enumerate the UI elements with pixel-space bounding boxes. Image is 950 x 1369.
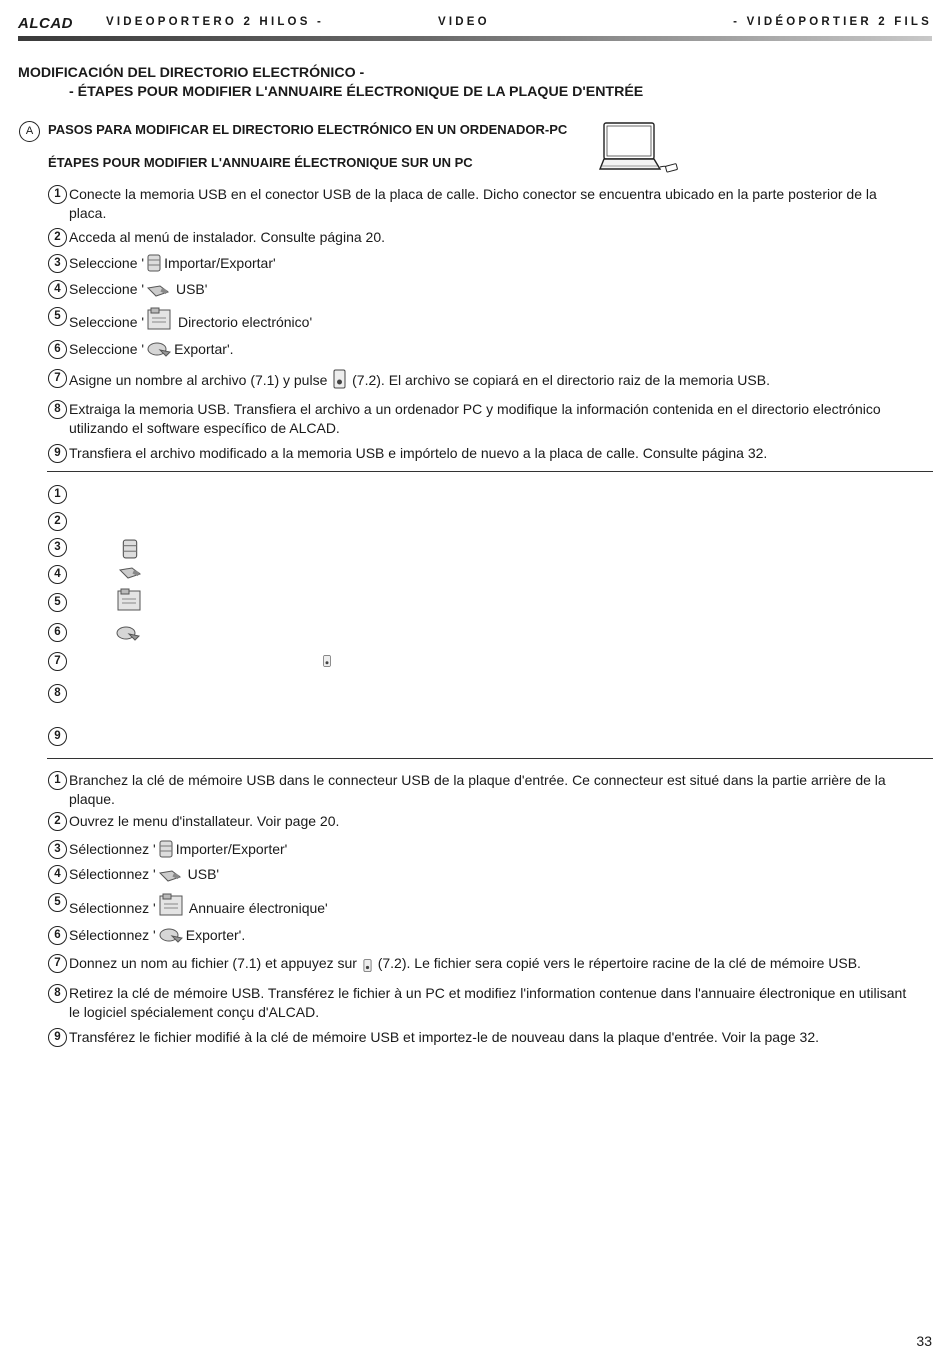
step-number: 4: [48, 280, 67, 299]
step-number: 5: [48, 893, 67, 912]
step-number: 2: [48, 512, 67, 531]
step-number: 6: [48, 340, 67, 359]
page-title: MODIFICACIÓN DEL DIRECTORIO ELECTRÓNICO -: [18, 65, 365, 81]
section-heading-fr: ÉTAPES POUR MODIFIER L'ANNUAIRE ÉLECTRONIQUE SUR UN PC: [48, 155, 473, 170]
step-number: 8: [48, 400, 67, 419]
section-heading-es: PASOS PARA MODIFICAR EL DIRECTORIO ELECTRÓNICO EN UN ORDENADOR-PC: [48, 122, 568, 137]
section-marker: A: [19, 121, 40, 142]
step-number: 8: [48, 984, 67, 1003]
export-disk-icon: [115, 624, 141, 642]
step-number: 6: [48, 623, 67, 642]
step-number: 9: [48, 444, 67, 463]
step-number: 5: [48, 593, 67, 612]
header-left-text: VIDEOPORTERO 2 HILOS -: [106, 16, 325, 28]
step-number: 1: [48, 485, 67, 504]
step-number: 7: [48, 954, 67, 973]
step-number: 9: [48, 727, 67, 746]
page-number: 33: [916, 1333, 932, 1349]
directory-icon: [116, 588, 142, 612]
step-number: 5: [48, 307, 67, 326]
page-subtitle: - ÉTAPES POUR MODIFIER L'ANNUAIRE ÉLECTRONIQUE DE LA PLAQUE D'ENTRÉE: [69, 84, 644, 100]
small-button-icon: [333, 369, 346, 389]
brand-logo: ALCAD: [18, 15, 73, 32]
usb-drive-icon: [158, 869, 182, 883]
usb-drive-icon: [146, 284, 170, 298]
database-icon: [146, 254, 162, 272]
divider: [47, 471, 933, 472]
step-number: 1: [48, 771, 67, 790]
laptop-icon: [598, 121, 680, 177]
header-bar: [18, 36, 932, 41]
step-number: 6: [48, 926, 67, 945]
small-button-icon: [323, 655, 331, 667]
small-button-icon: [363, 959, 372, 972]
page-header: [18, 12, 932, 42]
step-number: 2: [48, 228, 67, 247]
step-number: 7: [48, 652, 67, 671]
step-number: 3: [48, 840, 67, 859]
divider: [47, 758, 933, 759]
step-number: 3: [48, 538, 67, 557]
step-number: 1: [48, 185, 67, 204]
step-number: 2: [48, 812, 67, 831]
usb-drive-icon: [118, 566, 142, 580]
step-number: 7: [48, 369, 67, 388]
step-number: 4: [48, 865, 67, 884]
directory-icon: [158, 893, 184, 917]
database-icon: [158, 840, 174, 858]
database-icon: [121, 539, 139, 559]
directory-icon: [146, 307, 172, 331]
step-number: 8: [48, 684, 67, 703]
step-number: 3: [48, 254, 67, 273]
step-number: 9: [48, 1028, 67, 1047]
header-center-text: VIDEO: [438, 16, 490, 28]
export-disk-icon: [158, 926, 184, 944]
step-number: 4: [48, 565, 67, 584]
export-disk-icon: [146, 340, 172, 358]
header-right-text: - VIDÉOPORTIER 2 FILS: [733, 16, 932, 28]
